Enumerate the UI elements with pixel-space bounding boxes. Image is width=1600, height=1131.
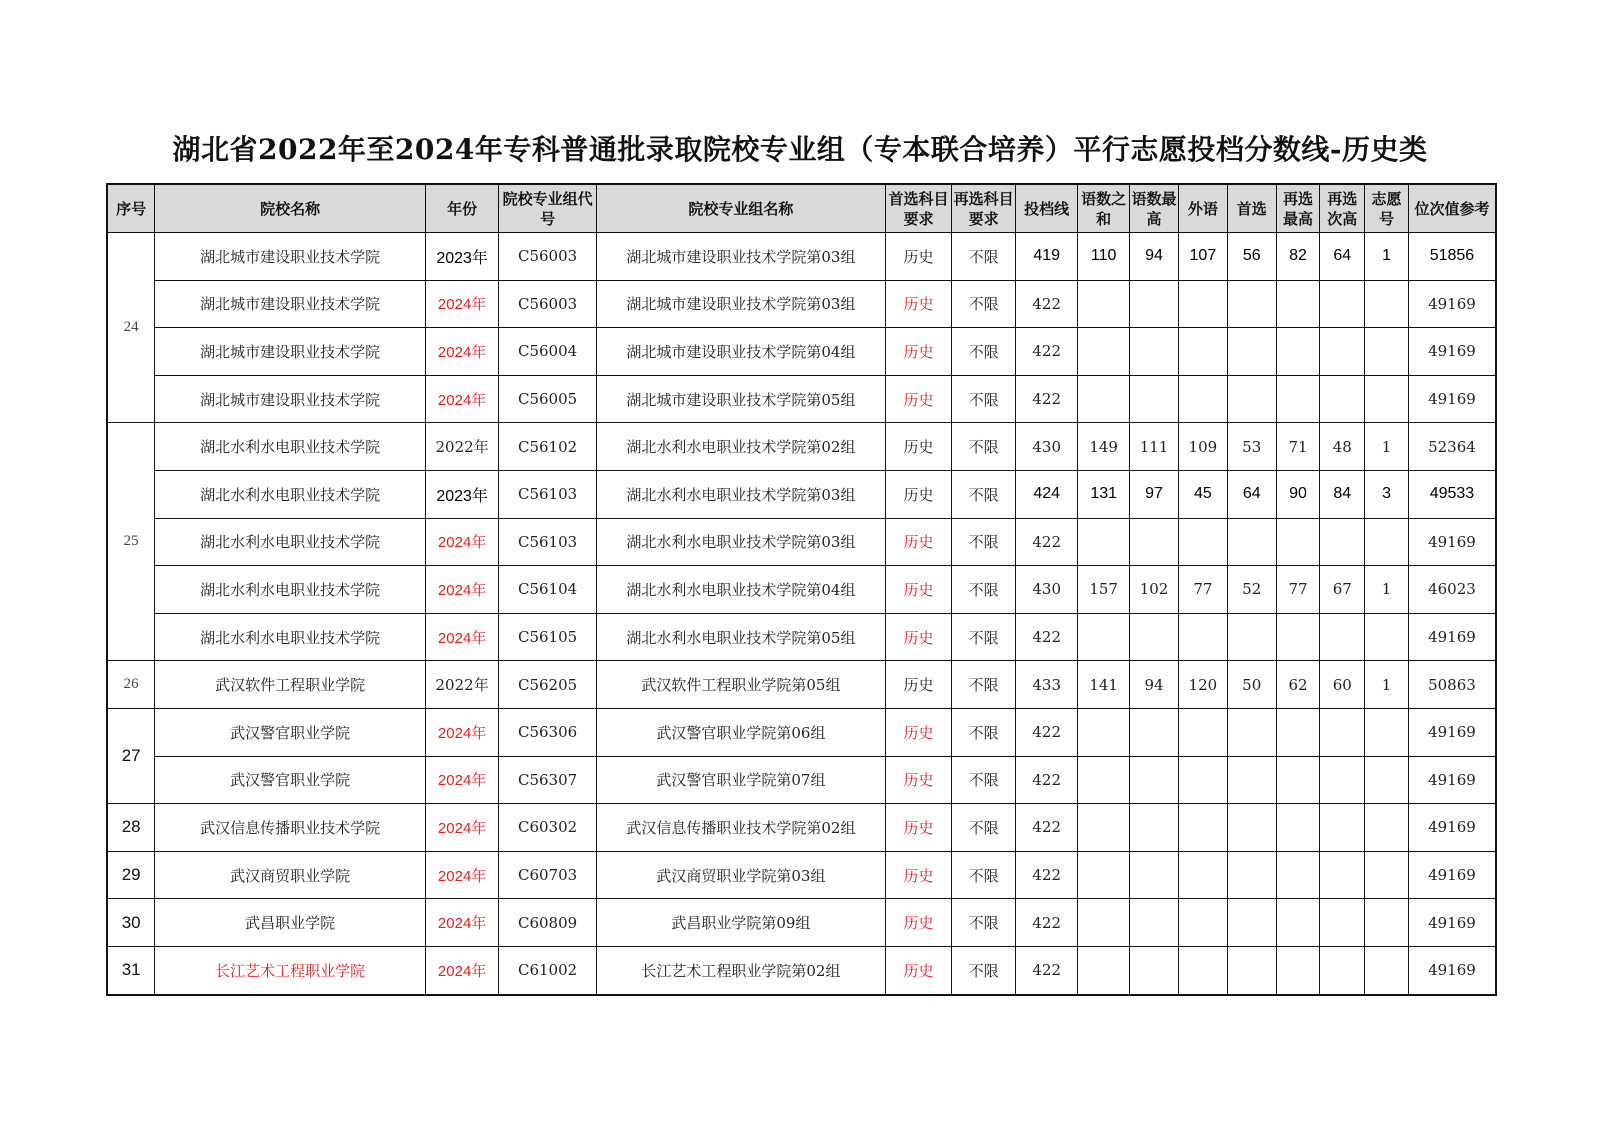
group-cell: 湖北城市建设职业技术学院第03组 bbox=[596, 280, 885, 328]
year-cell: 2024年 bbox=[425, 518, 498, 566]
table-row bbox=[107, 375, 1496, 423]
code-cell: C56306 bbox=[499, 708, 597, 756]
seq-cell: 24 bbox=[107, 233, 155, 423]
chinese-math-max-cell bbox=[1130, 708, 1179, 756]
school-cell: 武昌职业学院 bbox=[155, 899, 426, 947]
chinese-math-max-cell bbox=[1130, 804, 1179, 852]
foreign-lang-cell bbox=[1178, 518, 1227, 566]
second-next-cell: 48 bbox=[1320, 423, 1365, 471]
group-cell: 湖北水利水电职业技术学院第02组 bbox=[596, 423, 885, 471]
header-row bbox=[107, 184, 1496, 233]
first-subject-cell: 历史 bbox=[885, 899, 951, 947]
code-cell: C56005 bbox=[499, 375, 597, 423]
second-next-cell: 60 bbox=[1320, 661, 1365, 709]
wish-no-cell bbox=[1365, 804, 1409, 852]
school-cell: 湖北城市建设职业技术学院 bbox=[155, 328, 426, 376]
table-body bbox=[107, 233, 1496, 995]
code-cell: C56307 bbox=[499, 756, 597, 804]
first-subject-cell: 历史 bbox=[885, 851, 951, 899]
line-cell: 422 bbox=[1016, 851, 1078, 899]
second-next-cell bbox=[1320, 851, 1365, 899]
code-cell: C56205 bbox=[499, 661, 597, 709]
rank-cell: 51856 bbox=[1408, 233, 1496, 281]
seq-cell: 25 bbox=[107, 423, 155, 661]
chinese-math-max-cell: 94 bbox=[1130, 661, 1179, 709]
year-cell: 2024年 bbox=[425, 851, 498, 899]
code-cell: C60302 bbox=[499, 804, 597, 852]
group-cell: 长江艺术工程职业学院第02组 bbox=[596, 946, 885, 994]
year-cell: 2024年 bbox=[425, 280, 498, 328]
rank-cell: 49169 bbox=[1408, 899, 1496, 947]
second-subject-header: 再选科目要求 bbox=[952, 184, 1016, 233]
second-subject-cell: 不限 bbox=[952, 328, 1016, 376]
second-subject-cell: 不限 bbox=[952, 946, 1016, 994]
rank-cell: 46023 bbox=[1408, 566, 1496, 614]
table-row bbox=[107, 804, 1496, 852]
rank-cell: 49169 bbox=[1408, 756, 1496, 804]
wish-no-cell bbox=[1365, 280, 1409, 328]
wish-no-header: 志愿号 bbox=[1365, 184, 1409, 233]
second-max-cell: 90 bbox=[1276, 470, 1320, 518]
second-max-cell: 62 bbox=[1276, 661, 1320, 709]
chinese-math-sum-cell: 131 bbox=[1078, 470, 1130, 518]
group-cell: 湖北水利水电职业技术学院第03组 bbox=[596, 518, 885, 566]
second-subject-cell: 不限 bbox=[952, 518, 1016, 566]
code-header: 院校专业组代号 bbox=[499, 184, 597, 233]
school-cell: 武汉商贸职业学院 bbox=[155, 851, 426, 899]
second-max-cell bbox=[1276, 613, 1320, 661]
chinese-math-sum-cell bbox=[1078, 613, 1130, 661]
foreign-lang-cell bbox=[1178, 328, 1227, 376]
wish-no-cell: 1 bbox=[1365, 423, 1409, 471]
year-cell: 2024年 bbox=[425, 756, 498, 804]
first-choice-cell bbox=[1227, 613, 1276, 661]
year-cell: 2024年 bbox=[425, 899, 498, 947]
first-choice-cell bbox=[1227, 280, 1276, 328]
chinese-math-max-cell bbox=[1130, 280, 1179, 328]
foreign-lang-cell bbox=[1178, 899, 1227, 947]
seq-cell: 30 bbox=[107, 899, 155, 947]
table-row bbox=[107, 899, 1496, 947]
group-cell: 武汉警官职业学院第07组 bbox=[596, 756, 885, 804]
first-subject-cell: 历史 bbox=[885, 470, 951, 518]
rank-cell: 49169 bbox=[1408, 280, 1496, 328]
year-cell: 2024年 bbox=[425, 946, 498, 994]
chinese-math-sum-cell bbox=[1078, 375, 1130, 423]
line-cell: 422 bbox=[1016, 946, 1078, 994]
code-cell: C61002 bbox=[499, 946, 597, 994]
chinese-math-max-cell bbox=[1130, 756, 1179, 804]
year-cell: 2024年 bbox=[425, 375, 498, 423]
school-cell: 湖北水利水电职业技术学院 bbox=[155, 518, 426, 566]
chinese-math-sum-cell bbox=[1078, 328, 1130, 376]
second-subject-cell: 不限 bbox=[952, 804, 1016, 852]
chinese-math-sum-cell: 149 bbox=[1078, 423, 1130, 471]
first-choice-cell bbox=[1227, 804, 1276, 852]
year-cell: 2022年 bbox=[425, 423, 498, 471]
foreign-lang-cell bbox=[1178, 613, 1227, 661]
wish-no-cell bbox=[1365, 946, 1409, 994]
seq-header: 序号 bbox=[107, 184, 155, 233]
chinese-math-sum-cell bbox=[1078, 946, 1130, 994]
rank-cell: 49169 bbox=[1408, 375, 1496, 423]
group-cell: 武汉信息传播职业技术学院第02组 bbox=[596, 804, 885, 852]
chinese-math-max-cell: 94 bbox=[1130, 233, 1179, 281]
chinese-math-max-cell bbox=[1130, 328, 1179, 376]
second-max-cell: 82 bbox=[1276, 233, 1320, 281]
wish-no-cell bbox=[1365, 518, 1409, 566]
table-row bbox=[107, 518, 1496, 566]
second-subject-cell: 不限 bbox=[952, 661, 1016, 709]
rank-cell: 49169 bbox=[1408, 708, 1496, 756]
first-subject-cell: 历史 bbox=[885, 518, 951, 566]
chinese-math-max-cell bbox=[1130, 518, 1179, 566]
second-max-cell bbox=[1276, 756, 1320, 804]
line-cell: 422 bbox=[1016, 280, 1078, 328]
first-subject-cell: 历史 bbox=[885, 613, 951, 661]
school-cell: 武汉信息传播职业技术学院 bbox=[155, 804, 426, 852]
school-cell: 武汉警官职业学院 bbox=[155, 756, 426, 804]
rank-cell: 49169 bbox=[1408, 804, 1496, 852]
line-cell: 422 bbox=[1016, 613, 1078, 661]
chinese-math-max-cell bbox=[1130, 851, 1179, 899]
second-max-cell bbox=[1276, 280, 1320, 328]
foreign-lang-cell bbox=[1178, 756, 1227, 804]
wish-no-cell bbox=[1365, 756, 1409, 804]
first-subject-cell: 历史 bbox=[885, 661, 951, 709]
foreign-lang-cell bbox=[1178, 946, 1227, 994]
second-next-cell bbox=[1320, 613, 1365, 661]
rank-cell: 49169 bbox=[1408, 946, 1496, 994]
code-cell: C56104 bbox=[499, 566, 597, 614]
year-cell: 2024年 bbox=[425, 566, 498, 614]
chinese-math-sum-cell bbox=[1078, 280, 1130, 328]
rank-header: 位次值参考 bbox=[1408, 184, 1496, 233]
first-subject-cell: 历史 bbox=[885, 280, 951, 328]
foreign-lang-cell: 45 bbox=[1178, 470, 1227, 518]
seq-cell: 28 bbox=[107, 804, 155, 852]
line-cell: 430 bbox=[1016, 423, 1078, 471]
first-subject-cell: 历史 bbox=[885, 375, 951, 423]
first-subject-cell: 历史 bbox=[885, 423, 951, 471]
code-cell: C56003 bbox=[499, 233, 597, 281]
school-cell: 湖北水利水电职业技术学院 bbox=[155, 470, 426, 518]
second-next-cell bbox=[1320, 518, 1365, 566]
year-cell: 2022年 bbox=[425, 661, 498, 709]
second-next-cell: 64 bbox=[1320, 233, 1365, 281]
second-subject-cell: 不限 bbox=[952, 470, 1016, 518]
school-cell: 湖北城市建设职业技术学院 bbox=[155, 233, 426, 281]
second-subject-cell: 不限 bbox=[952, 708, 1016, 756]
second-next-cell bbox=[1320, 280, 1365, 328]
second-max-cell: 71 bbox=[1276, 423, 1320, 471]
foreign-lang-cell bbox=[1178, 280, 1227, 328]
wish-no-cell: 1 bbox=[1365, 566, 1409, 614]
second-next-cell bbox=[1320, 804, 1365, 852]
group-header: 院校专业组名称 bbox=[596, 184, 885, 233]
line-cell: 422 bbox=[1016, 804, 1078, 852]
rank-cell: 49533 bbox=[1408, 470, 1496, 518]
table-row bbox=[107, 613, 1496, 661]
line-cell: 422 bbox=[1016, 899, 1078, 947]
first-choice-cell bbox=[1227, 851, 1276, 899]
first-choice-cell bbox=[1227, 946, 1276, 994]
year-cell: 2024年 bbox=[425, 804, 498, 852]
rank-cell: 49169 bbox=[1408, 851, 1496, 899]
line-cell: 422 bbox=[1016, 708, 1078, 756]
second-subject-cell: 不限 bbox=[952, 613, 1016, 661]
wish-no-cell: 1 bbox=[1365, 661, 1409, 709]
chinese-math-sum-header: 语数之和 bbox=[1078, 184, 1130, 233]
chinese-math-max-cell bbox=[1130, 613, 1179, 661]
first-choice-header: 首选 bbox=[1227, 184, 1276, 233]
line-cell: 422 bbox=[1016, 518, 1078, 566]
first-choice-cell: 64 bbox=[1227, 470, 1276, 518]
second-subject-cell: 不限 bbox=[952, 375, 1016, 423]
school-cell: 湖北水利水电职业技术学院 bbox=[155, 423, 426, 471]
first-subject-cell: 历史 bbox=[885, 946, 951, 994]
table-row bbox=[107, 328, 1496, 376]
foreign-lang-cell: 120 bbox=[1178, 661, 1227, 709]
first-choice-cell bbox=[1227, 756, 1276, 804]
second-next-cell bbox=[1320, 708, 1365, 756]
second-next-cell bbox=[1320, 375, 1365, 423]
foreign-lang-cell bbox=[1178, 708, 1227, 756]
second-next-cell: 84 bbox=[1320, 470, 1365, 518]
rank-cell: 49169 bbox=[1408, 328, 1496, 376]
foreign-lang-cell: 77 bbox=[1178, 566, 1227, 614]
group-cell: 湖北水利水电职业技术学院第04组 bbox=[596, 566, 885, 614]
code-cell: C56004 bbox=[499, 328, 597, 376]
group-cell: 湖北城市建设职业技术学院第05组 bbox=[596, 375, 885, 423]
school-cell: 湖北城市建设职业技术学院 bbox=[155, 280, 426, 328]
wish-no-cell bbox=[1365, 375, 1409, 423]
second-max-cell bbox=[1276, 946, 1320, 994]
year-header: 年份 bbox=[425, 184, 498, 233]
seq-cell: 29 bbox=[107, 851, 155, 899]
chinese-math-sum-cell: 110 bbox=[1078, 233, 1130, 281]
table-row bbox=[107, 423, 1496, 471]
second-subject-cell: 不限 bbox=[952, 423, 1016, 471]
table-row bbox=[107, 280, 1496, 328]
second-max-cell bbox=[1276, 851, 1320, 899]
rank-cell: 50863 bbox=[1408, 661, 1496, 709]
year-cell: 2024年 bbox=[425, 328, 498, 376]
first-choice-cell: 56 bbox=[1227, 233, 1276, 281]
year-cell: 2024年 bbox=[425, 708, 498, 756]
line-cell: 419 bbox=[1016, 233, 1078, 281]
second-subject-cell: 不限 bbox=[952, 233, 1016, 281]
school-cell: 湖北水利水电职业技术学院 bbox=[155, 613, 426, 661]
year-cell: 2023年 bbox=[425, 233, 498, 281]
second-next-cell bbox=[1320, 756, 1365, 804]
first-choice-cell: 50 bbox=[1227, 661, 1276, 709]
chinese-math-sum-cell bbox=[1078, 804, 1130, 852]
first-subject-cell: 历史 bbox=[885, 566, 951, 614]
line-cell: 433 bbox=[1016, 661, 1078, 709]
first-choice-cell: 52 bbox=[1227, 566, 1276, 614]
first-choice-cell bbox=[1227, 328, 1276, 376]
group-cell: 湖北城市建设职业技术学院第03组 bbox=[596, 233, 885, 281]
rank-cell: 49169 bbox=[1408, 518, 1496, 566]
group-cell: 湖北水利水电职业技术学院第05组 bbox=[596, 613, 885, 661]
first-choice-cell bbox=[1227, 899, 1276, 947]
line-cell: 424 bbox=[1016, 470, 1078, 518]
foreign-lang-cell: 109 bbox=[1178, 423, 1227, 471]
chinese-math-max-cell: 111 bbox=[1130, 423, 1179, 471]
first-subject-cell: 历史 bbox=[885, 708, 951, 756]
chinese-math-max-header: 语数最高 bbox=[1130, 184, 1179, 233]
seq-cell: 27 bbox=[107, 708, 155, 803]
chinese-math-sum-cell: 141 bbox=[1078, 661, 1130, 709]
school-cell: 湖北水利水电职业技术学院 bbox=[155, 566, 426, 614]
group-cell: 武昌职业学院第09组 bbox=[596, 899, 885, 947]
wish-no-cell bbox=[1365, 851, 1409, 899]
code-cell: C56103 bbox=[499, 470, 597, 518]
chinese-math-max-cell bbox=[1130, 946, 1179, 994]
chinese-math-max-cell: 102 bbox=[1130, 566, 1179, 614]
chinese-math-sum-cell bbox=[1078, 518, 1130, 566]
second-max-cell bbox=[1276, 518, 1320, 566]
line-cell: 422 bbox=[1016, 375, 1078, 423]
table-row bbox=[107, 233, 1496, 281]
first-subject-cell: 历史 bbox=[885, 233, 951, 281]
year-cell: 2023年 bbox=[425, 470, 498, 518]
table-row bbox=[107, 946, 1496, 994]
group-cell: 武汉警官职业学院第06组 bbox=[596, 708, 885, 756]
line-header: 投档线 bbox=[1016, 184, 1078, 233]
second-max-cell: 77 bbox=[1276, 566, 1320, 614]
chinese-math-sum-cell: 157 bbox=[1078, 566, 1130, 614]
second-subject-cell: 不限 bbox=[952, 566, 1016, 614]
seq-cell: 26 bbox=[107, 661, 155, 709]
school-cell: 长江艺术工程职业学院 bbox=[155, 946, 426, 994]
foreign-lang-cell bbox=[1178, 375, 1227, 423]
chinese-math-sum-cell bbox=[1078, 756, 1130, 804]
code-cell: C56003 bbox=[499, 280, 597, 328]
chinese-math-max-cell bbox=[1130, 899, 1179, 947]
year-cell: 2024年 bbox=[425, 613, 498, 661]
school-cell: 武汉软件工程职业学院 bbox=[155, 661, 426, 709]
second-subject-cell: 不限 bbox=[952, 899, 1016, 947]
second-next-cell bbox=[1320, 328, 1365, 376]
line-cell: 430 bbox=[1016, 566, 1078, 614]
group-cell: 武汉软件工程职业学院第05组 bbox=[596, 661, 885, 709]
second-next-header: 再选次高 bbox=[1320, 184, 1365, 233]
group-cell: 湖北水利水电职业技术学院第03组 bbox=[596, 470, 885, 518]
table-row bbox=[107, 756, 1496, 804]
foreign-lang-header: 外语 bbox=[1178, 184, 1227, 233]
second-subject-cell: 不限 bbox=[952, 851, 1016, 899]
second-max-cell bbox=[1276, 804, 1320, 852]
wish-no-cell: 3 bbox=[1365, 470, 1409, 518]
second-max-cell bbox=[1276, 328, 1320, 376]
chinese-math-sum-cell bbox=[1078, 708, 1130, 756]
code-cell: C56102 bbox=[499, 423, 597, 471]
second-subject-cell: 不限 bbox=[952, 756, 1016, 804]
wish-no-cell bbox=[1365, 328, 1409, 376]
first-subject-cell: 历史 bbox=[885, 328, 951, 376]
rank-cell: 49169 bbox=[1408, 613, 1496, 661]
school-cell: 武汉警官职业学院 bbox=[155, 708, 426, 756]
line-cell: 422 bbox=[1016, 328, 1078, 376]
second-next-cell bbox=[1320, 946, 1365, 994]
code-cell: C56105 bbox=[499, 613, 597, 661]
group-cell: 武汉商贸职业学院第03组 bbox=[596, 851, 885, 899]
table-row bbox=[107, 470, 1496, 518]
wish-no-cell bbox=[1365, 899, 1409, 947]
foreign-lang-cell bbox=[1178, 804, 1227, 852]
second-subject-cell: 不限 bbox=[952, 280, 1016, 328]
code-cell: C60809 bbox=[499, 899, 597, 947]
second-max-cell bbox=[1276, 708, 1320, 756]
first-choice-cell bbox=[1227, 375, 1276, 423]
line-cell: 422 bbox=[1016, 756, 1078, 804]
table-row bbox=[107, 661, 1496, 709]
first-choice-cell: 53 bbox=[1227, 423, 1276, 471]
second-max-cell bbox=[1276, 375, 1320, 423]
table-row bbox=[107, 708, 1496, 756]
first-choice-cell bbox=[1227, 708, 1276, 756]
first-subject-header: 首选科目要求 bbox=[885, 184, 951, 233]
group-cell: 湖北城市建设职业技术学院第04组 bbox=[596, 328, 885, 376]
table-row bbox=[107, 566, 1496, 614]
admission-score-table bbox=[106, 183, 1497, 996]
chinese-math-sum-cell bbox=[1078, 851, 1130, 899]
second-next-cell bbox=[1320, 899, 1365, 947]
chinese-math-sum-cell bbox=[1078, 899, 1130, 947]
code-cell: C56103 bbox=[499, 518, 597, 566]
page-title: 湖北省2022年至2024年专科普通批录取院校专业组（专本联合培养）平行志愿投档分数线-历史类 bbox=[172, 133, 1428, 166]
second-max-header: 再选最高 bbox=[1276, 184, 1320, 233]
wish-no-cell bbox=[1365, 613, 1409, 661]
first-choice-cell bbox=[1227, 518, 1276, 566]
school-header: 院校名称 bbox=[155, 184, 426, 233]
first-subject-cell: 历史 bbox=[885, 756, 951, 804]
chinese-math-max-cell: 97 bbox=[1130, 470, 1179, 518]
code-cell: C60703 bbox=[499, 851, 597, 899]
table-row bbox=[107, 851, 1496, 899]
first-subject-cell: 历史 bbox=[885, 804, 951, 852]
second-max-cell bbox=[1276, 899, 1320, 947]
seq-cell: 31 bbox=[107, 946, 155, 994]
wish-no-cell: 1 bbox=[1365, 233, 1409, 281]
rank-cell: 52364 bbox=[1408, 423, 1496, 471]
second-next-cell: 67 bbox=[1320, 566, 1365, 614]
school-cell: 湖北城市建设职业技术学院 bbox=[155, 375, 426, 423]
chinese-math-max-cell bbox=[1130, 375, 1179, 423]
wish-no-cell bbox=[1365, 708, 1409, 756]
foreign-lang-cell: 107 bbox=[1178, 233, 1227, 281]
foreign-lang-cell bbox=[1178, 851, 1227, 899]
